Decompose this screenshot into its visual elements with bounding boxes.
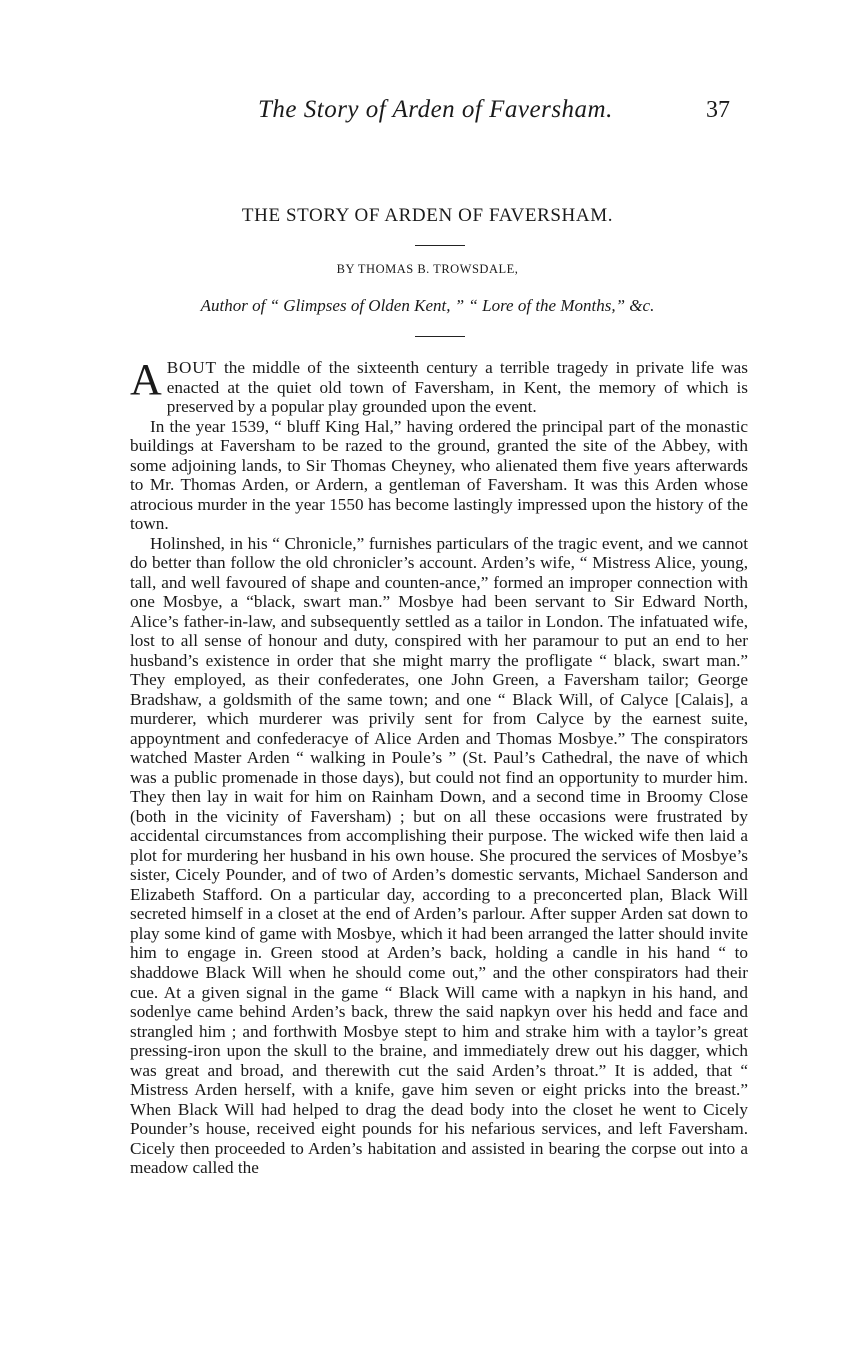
article-body [130, 355, 748, 1178]
paragraph-1 [130, 355, 748, 417]
article-title: THE STORY OF ARDEN OF FAVERSHAM. [241, 205, 614, 226]
lead-word: BOUT [166, 358, 217, 377]
running-title: The Story of Arden of Faversham. [258, 96, 613, 123]
paragraph-3: Holinshed, in his “ Chronicle,” furnishes particulars of the tragic event, and we cannot do better than follow the old chronicler’s account. Arden’s wife, “ Mistress Alice, young, tall, and well favoured of shape and counten-ance,” formed an improper connection with one Mosbye, a “black, swart man.” Mosbye had been servant to Sir Edward North, Alice’s father-in-law, and subsequently settled as a tailor in London. The infatuated wife, lost to all sense of honour and duty, conspired with her paramour to put an end to her husband’s existence in order that she might marry the profligate “ black, swart man.” They employed, as their confederates, one John Green, a Faversham tailor; George Bradshaw, a goldsmith of the same town; and one “ Black Will, of Calyce [Calais], a murderer, which murderer was privily sent for from Calyce by the earnest suite, appoyntment and confederacye of Alice Arden and Thomas Mosbye.” The conspirators watched Master Arden “ walking in Poule’s ” (St. Paul’s Cathedral, the nave of which was a public promenade in those days), but could not find an opportunity to murder him. They then lay in wait for him on Rainham Down, and a second time in Broomy Close (both in the vicinity of Faversham) ; but on all these occasions were frustrated by accidental circumstances from accomplishing their purpose. The wicked wife then laid a plot for murdering her husband in his own house. She procured the services of Mosbye’s sister, Cicely Pounder, and of two of Arden’s domestic servants, Michael Sanderson and Elizabeth Stafford. On a particular day, according to a preconcerted plan, Black Will secreted himself in a closet at the end of Arden’s parlour. After supper Arden sat down to play some kind of game with Mosbye, which it had been arranged the latter should invite him to engage in. Green stood at Arden’s back, holding a candle in his hand “ to shaddowe Black Will when he should come out,” and the other conspirators had their cue. At a given signal in the game “ Black Will came with a napkyn in his hand, and sodenlye came behind Arden’s back, threw the said napkyn over his hedd and face and strangled him ; and forthwith Mosbye stept to him and strake him with a taylor’s great pressing-iron upon the skull to the braine, and immediately drew out his dagger, which was great and broad, and therewith cut the said Arden’s throat.” It is added, that “ Mistress Arden herself, with a knife, gave him seven or eight pricks into the breast.” When Black Will had helped to drag the dead body into the closet he went to Cicely Pounder’s house, received eight pounds for his nefarious services, and left Faversham. Cicely then proceeded to Arden’s habitation and assisted in bearing the corpse out into a meadow called the [130, 533, 748, 1178]
paragraph-1-text: the middle of the sixteenth century a terrible tragedy in private life was enacted at the quiet old town of Faversham, in Kent, the memory of which is preserved by a popular play grounded upon the event. [166, 358, 748, 417]
drop-cap: A [130, 355, 162, 404]
section-rule [415, 336, 465, 337]
paragraph-2: In the year 1539, “ bluff King Hal,” having ordered the principal part of the monastic buildings at Faversham to be razed to the ground, granted the site of the Abbey, with some adjoining lands, to Sir Thomas Cheyney, who alienated them five years afterwards to Mr. Thomas Arden, or Ardern, a gentleman of Faversham. It was this Arden whose atrocious murder in the year 1550 has become lastingly impressed upon the history of the town. [130, 416, 748, 534]
title-rule [415, 245, 465, 246]
page-number: 37 [706, 97, 730, 123]
byline: BY THOMAS B. TROWSDALE, [336, 262, 519, 276]
author-credits: Author of “ Glimpses of Olden Kent, ” “ Lore of the Months,” &c. [200, 296, 655, 315]
